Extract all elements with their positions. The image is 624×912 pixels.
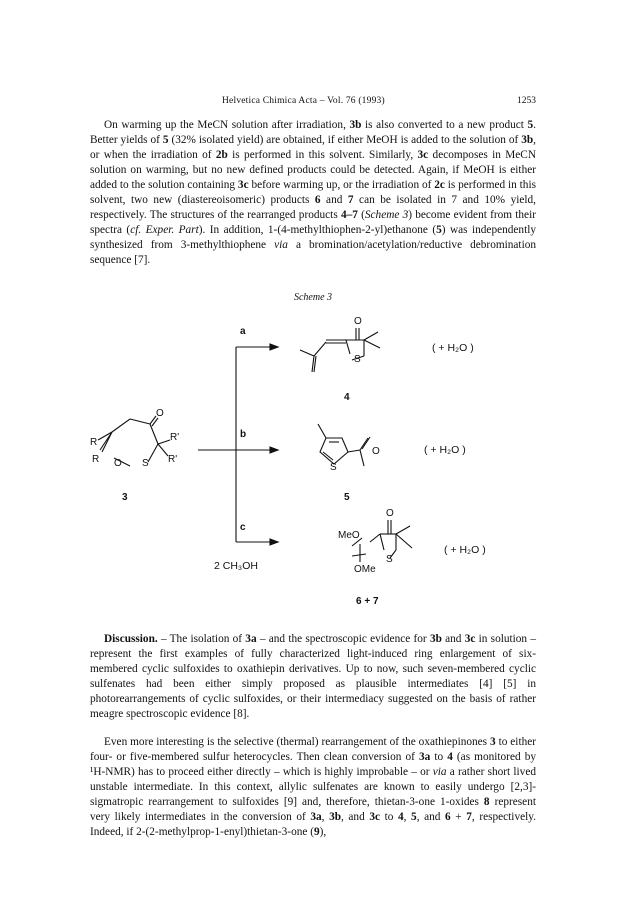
start-S-ring: S (142, 458, 149, 469)
prod4-O: O (354, 316, 362, 327)
compound-4-structure (300, 328, 380, 372)
prod4-S: S (354, 354, 361, 365)
start-O-ring: O (114, 458, 122, 469)
start-R1: R (90, 437, 98, 448)
compound-6-7-structure (352, 520, 412, 562)
compound-5-label: 5 (344, 492, 350, 503)
start-R3: R' (170, 432, 180, 443)
prod67-S: S (386, 554, 393, 565)
start-O-keto: O (156, 408, 164, 419)
paragraph-rearrangement: Even more interesting is the selective (thermal) rearrangement of the oxathiepinones 3 to either four- or five-membered sulfur heterocycles. Then clean conversion of 3a to 4 (as monitored by ¹H-NMR) has to proceed either directly – which is highly improbable – or via a rather short lived unstable intermediate. In this context, allylic sulfenates are known to easily undergo [2,3]-sigmatropic rearrangement to sulfoxides [9] and, therefore, thietan-3-one 1-oxides 8 represent very likely intermediates in the conversion of 3a, 3b, and 3c to 4, 5, and 6 + 7, respectively. Indeed, if 2-(2-methylprop-1-enyl)thietan-3-one (9), (90, 736, 537, 838)
running-header (90, 96, 536, 110)
paragraph-intro: On warming up the MeCN solution after irradiation, 3b is also converted to a new product 5. Better yields of 5 (32% isolated yield) are obtained, if either MeOH is added to the solution of 3b, or when the irradiation of 2b is performed in this solvent. Similarly, 3c decomposes in MeCN solution on warming, but no new defined products could be detected. Again, if MeOH is either added to the solution containing 3c before warming up, or the irradiation of 2c is performed in this solvent, two new (diastereoisomeric) products 6 and 7 can be isolated in 7 and 10% yield, respectively. The structures of the rearranged products 4–7 (Scheme 3) become evident from their spectra (cf. Exper. Part). In addition, 1-(4-methylthiophen-2-yl)ethanone (5) was independently synthesized from 3-methylthiophene via a bromination/acetylation/reductive debromination sequence [7]. (90, 119, 536, 266)
compound-3-structure (98, 416, 170, 466)
prod5-S: S (330, 462, 337, 473)
discussion-heading: Discussion. (104, 633, 158, 645)
scheme-drawing (90, 292, 536, 617)
prod67-OMe: OMe (354, 564, 376, 575)
path-b-label: b (240, 429, 247, 440)
start-R2: R (92, 454, 100, 465)
page-number: 1253 (517, 96, 536, 106)
compound-4-label: 4 (344, 392, 350, 403)
arrow-a-head (270, 344, 278, 350)
compound-6-7-label: 6 + 7 (356, 596, 379, 607)
arrow-b-head (270, 447, 278, 453)
reagent-methanol: 2 CH₃OH (214, 560, 258, 572)
path-c-label: c (240, 522, 246, 533)
scheme-title: Scheme 3 (293, 292, 333, 303)
prod67-water: ( + H₂O ) (444, 544, 486, 556)
compound-3-label: 3 (122, 492, 128, 503)
start-R4: R' (168, 454, 178, 465)
compound-5-structure (318, 424, 370, 466)
prod67-O: O (386, 508, 394, 519)
prod67-MeO: MeO (338, 530, 360, 541)
journal-title: Helvetica Chimica Acta – Vol. 76 (1993) (222, 96, 385, 106)
prod5-O: O (372, 446, 380, 457)
scheme-figure (90, 292, 536, 617)
paragraph-discussion: Discussion. – The isolation of 3a – and the spectroscopic evidence for 3b and 3c in solution – represent the first examples of fully characterized light-induced ring enlargement of six-membered cyclic sulfoxides to oxathiepin derivatives. Up to now, such seven-membered cyclic sulfenates had been either simply proposed as plausible intermediates [4] [5] in photorearrangements of cyclic sulfoxides, or their intermediacy suggested on the basis of rather meagre spectroscopic evidence [8]. (90, 633, 536, 720)
path-a-label: a (240, 326, 246, 337)
prod5-water: ( + H₂O ) (424, 444, 466, 456)
prod4-water: ( + H₂O ) (432, 342, 474, 354)
arrow-c-head (270, 539, 278, 545)
